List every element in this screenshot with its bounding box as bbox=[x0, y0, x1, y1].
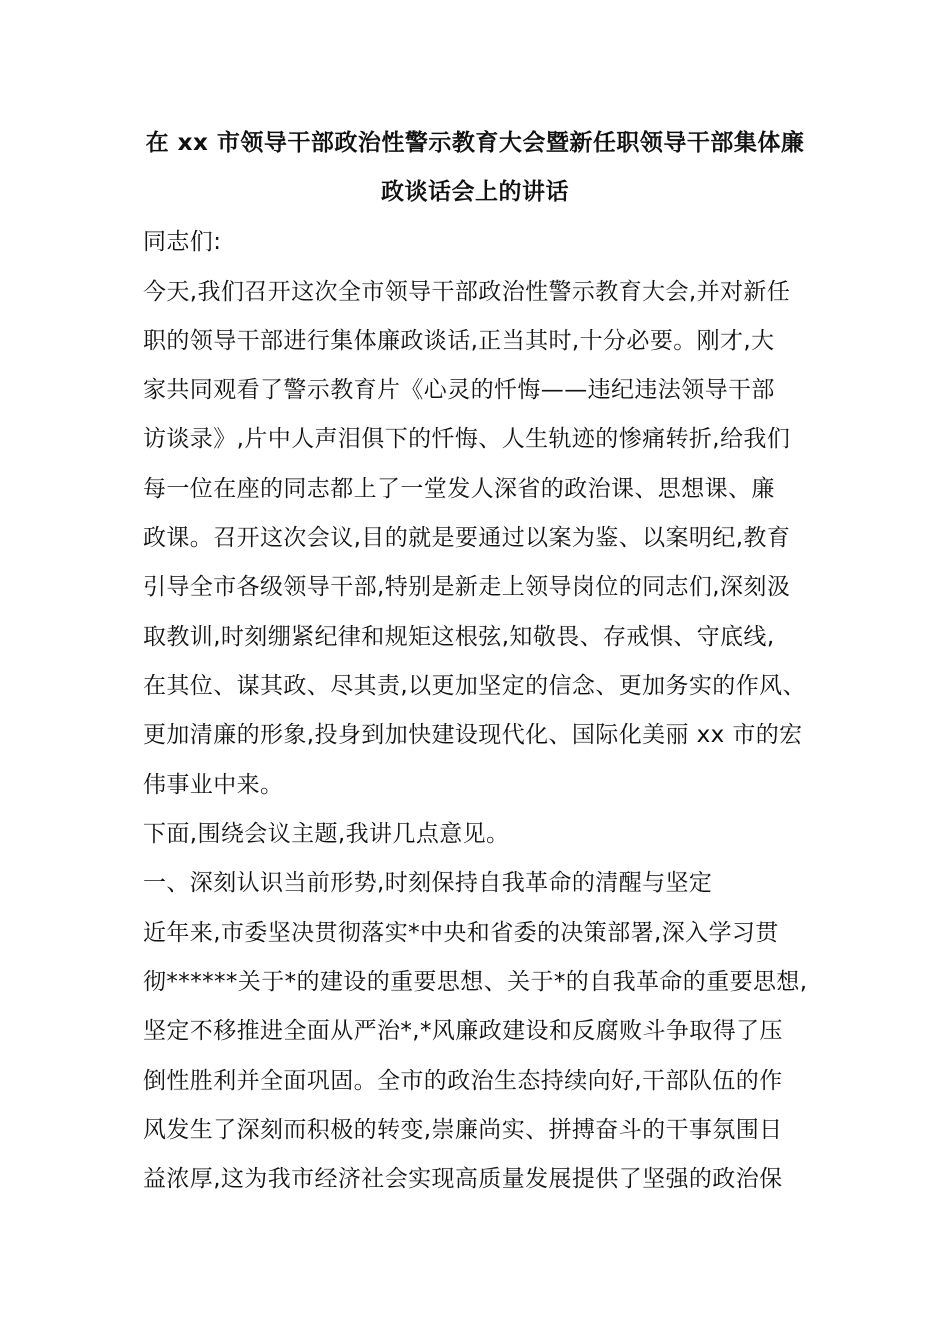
document-title-line-2: 政谈话会上的讲话 bbox=[381, 179, 569, 205]
body-line: 家共同观看了警示教育片《心灵的忏悔——违纪违法领导干部 bbox=[143, 377, 775, 403]
body-line: 在其位、谋其政、尽其责,以更加坚定的信念、更加务实的作风、 bbox=[143, 673, 806, 699]
body-line: 访谈录》,片中人声泪俱下的忏悔、人生轨迹的惨痛转折,给我们 bbox=[143, 426, 791, 452]
body-line: 每一位在座的同志都上了一堂发人深省的政治课、思想课、廉 bbox=[143, 476, 775, 502]
body-line: 引导全市各级领导干部,特别是新走上领导岗位的同志们,深刻汲 bbox=[143, 574, 791, 600]
body-line: 今天,我们召开这次全市领导干部政治性警示教育大会,并对新任 bbox=[143, 279, 791, 305]
body-line: 伟事业中来。 bbox=[143, 772, 284, 798]
body-line: 彻******关于*的建设的重要思想、关于*的自我革命的重要思想, bbox=[143, 969, 808, 995]
body-line: 政课。召开这次会议,目的就是要通过以案为鉴、以案明纪,教育 bbox=[143, 525, 791, 551]
body-line: 益浓厚,这为我市经济社会实现高质量发展提供了坚强的政治保 bbox=[143, 1166, 783, 1192]
body-line: 职的领导干部进行集体廉政谈话,正当其时,十分必要。刚才,大 bbox=[143, 328, 775, 354]
body-line: 风发生了深刻而积极的转变,崇廉尚实、拼搏奋斗的干事氛围日 bbox=[143, 1117, 783, 1143]
body-line: 坚定不移推进全面从严治*,*风廉政建设和反腐败斗争取得了压 bbox=[143, 1018, 783, 1044]
body-line: 倒性胜利并全面巩固。全市的政治生态持续向好,干部队伍的作 bbox=[143, 1068, 783, 1094]
section-heading: 一、深刻认识当前形势,时刻保持自我革命的清醒与坚定 bbox=[143, 870, 713, 896]
document-title-line-1: 在 xx 市领导干部政治性警示教育大会暨新任职领导干部集体廉 bbox=[145, 130, 805, 156]
salutation: 同志们: bbox=[143, 229, 222, 255]
body-line: 近年来,市委坚决贯彻落实*中央和省委的决策部署,深入学习贯 bbox=[143, 920, 779, 946]
body-line: 取教训,时刻绷紧纪律和规矩这根弦,知敬畏、存戒惧、守底线, bbox=[143, 624, 775, 650]
body-line: 更加清廉的形象,投身到加快建设现代化、国际化美丽 xx 市的宏 bbox=[143, 722, 803, 748]
body-line: 下面,围绕会议主题,我讲几点意见。 bbox=[143, 821, 510, 847]
